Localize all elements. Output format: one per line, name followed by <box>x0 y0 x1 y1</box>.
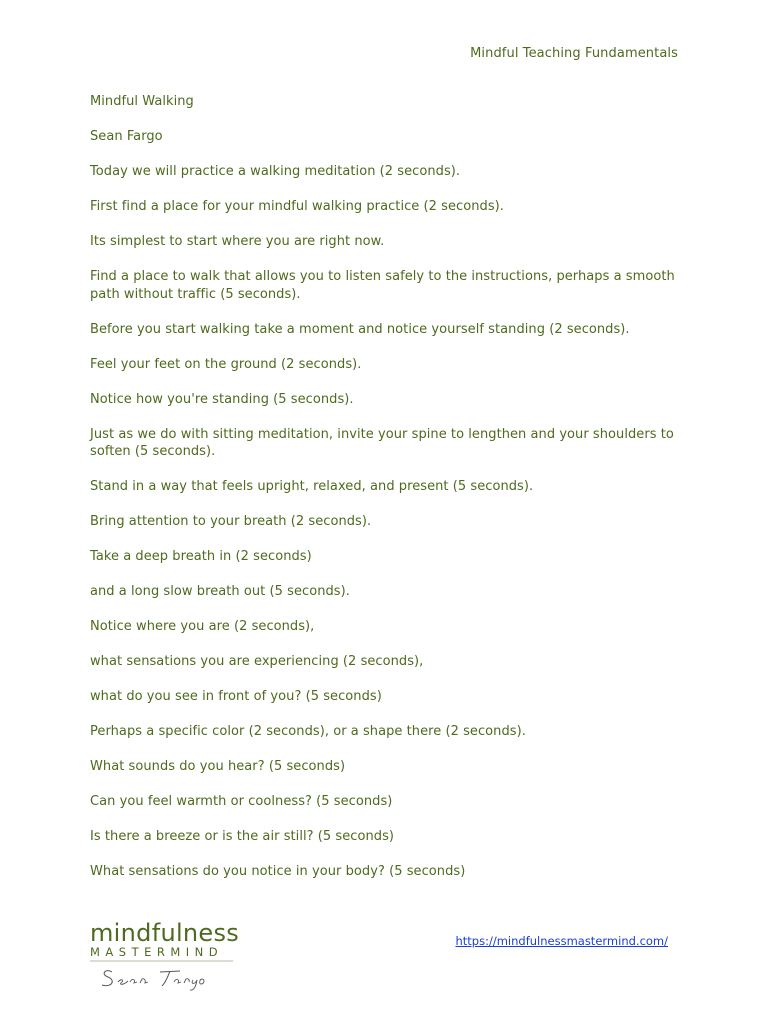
logo-subtitle: MASTERMIND <box>90 945 224 959</box>
paragraph: First find a place for your mindful walking practice (2 seconds). <box>90 199 504 214</box>
mindfulness-mastermind-logo <box>90 920 240 992</box>
paragraph: What sounds do you hear? (5 seconds) <box>90 759 346 774</box>
logo-wordmark: mindfulness <box>90 919 240 947</box>
document-author: Sean Fargo <box>90 129 163 144</box>
website-link[interactable]: https://mindfulnessmastermind.com/ <box>455 934 668 948</box>
paragraph: Is there a breeze or is the air still? (5 seconds) <box>90 829 395 844</box>
paragraph: Take a deep breath in (2 seconds) <box>90 549 312 564</box>
paragraph: Today we will practice a walking meditation (2 seconds). <box>90 164 461 179</box>
paragraph: Stand in a way that feels upright, relaxed, and present (5 seconds). <box>90 479 534 494</box>
paragraph: Feel your feet on the ground (2 seconds). <box>90 356 362 372</box>
paragraph: What sensations do you notice in your body? (5 seconds) <box>90 864 466 879</box>
paragraph: Bring attention to your breath (2 seconds). <box>90 514 372 529</box>
paragraph: Perhaps a specific color (2 seconds), or a shape there (2 seconds). <box>90 724 526 739</box>
paragraph: Its simplest to start where you are right now. <box>90 234 385 249</box>
paragraph: Notice how you're standing (5 seconds). <box>90 391 354 407</box>
paragraph: Notice where you are (2 seconds), <box>90 619 315 634</box>
signature-icon <box>90 958 240 992</box>
header-title: Mindful Teaching Fundamentals <box>470 46 678 61</box>
paragraph: Find a place to walk that allows you to listen safely to the instructions, perhaps a smooth path without traffic (5 seconds). <box>90 269 675 302</box>
paragraph: what sensations you are experiencing (2 seconds), <box>90 654 424 669</box>
paragraph: Can you feel warmth or coolness? (5 seconds) <box>90 794 393 809</box>
paragraph: Just as we do with sitting meditation, invite your spine to lengthen and your shoulders to soften (5 seconds). <box>90 426 674 459</box>
footer <box>90 920 688 1000</box>
document-title: Mindful Walking <box>90 94 194 109</box>
paragraph: Before you start walking take a moment and notice yourself standing (2 seconds). <box>90 321 630 337</box>
paragraph: what do you see in front of you? (5 seconds) <box>90 689 382 704</box>
document-body <box>90 93 690 898</box>
paragraph: and a long slow breath out (5 seconds). <box>90 584 350 599</box>
